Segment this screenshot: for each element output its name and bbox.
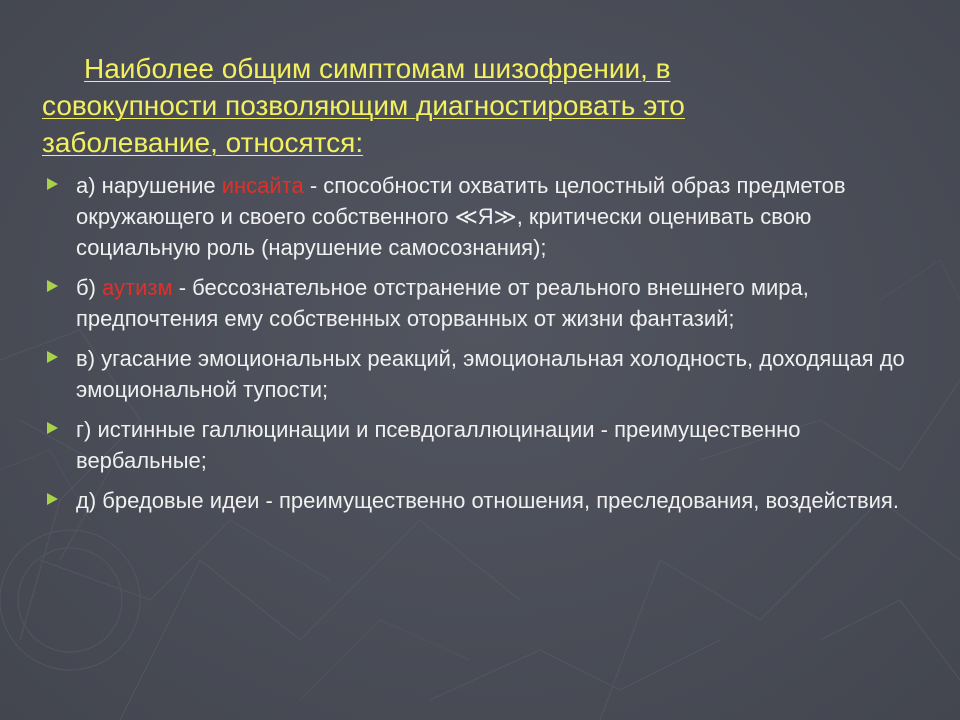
item-b-text-after: - бессознательное отстранение от реального внешнего мира, предпочтения ему собственных оторванных от жизни фантазий; (76, 275, 809, 331)
title-line-1: Наиболее общим симптомам шизофрении, в (84, 53, 671, 84)
item-d-text: д) бредовые идеи - преимущественно отношения, преследования, воздействия. (76, 488, 899, 513)
list-item-v (44, 343, 924, 405)
item-g-text: г) истинные галлюцинации и псевдогаллюцинации - преимущественно вербальные; (76, 417, 801, 473)
item-a-text-before: а) нарушение (76, 173, 222, 198)
item-v-text: в) угасание эмоциональных реакций, эмоциональная холодность, доходящая до эмоциональной тупости; (76, 346, 905, 402)
list-item-b (44, 272, 924, 334)
triangle-arrow-right-icon (47, 422, 58, 434)
symptom-list (44, 170, 924, 525)
list-item-d (44, 485, 924, 516)
item-b-highlight: аутизм (102, 275, 173, 300)
item-a-highlight: инсайта (221, 173, 304, 198)
item-a-text-after: - способности охватить целостный образ предметов окружающего и своего собственного ≪Я≫, критически оценивать свою социальную роль (нарушение самосознания); (76, 173, 846, 260)
list-item-a (44, 170, 924, 263)
triangle-arrow-right-icon (47, 351, 58, 363)
item-b-text-before: б) (76, 275, 103, 300)
triangle-arrow-right-icon (47, 178, 58, 190)
triangle-arrow-right-icon (47, 493, 58, 505)
triangle-arrow-right-icon (47, 280, 58, 292)
slide-title (42, 50, 862, 161)
title-line-2: совокупности позволяющим диагностировать это (42, 90, 685, 121)
title-line-3: заболевание, относятся: (42, 127, 364, 158)
list-item-g (44, 414, 924, 476)
